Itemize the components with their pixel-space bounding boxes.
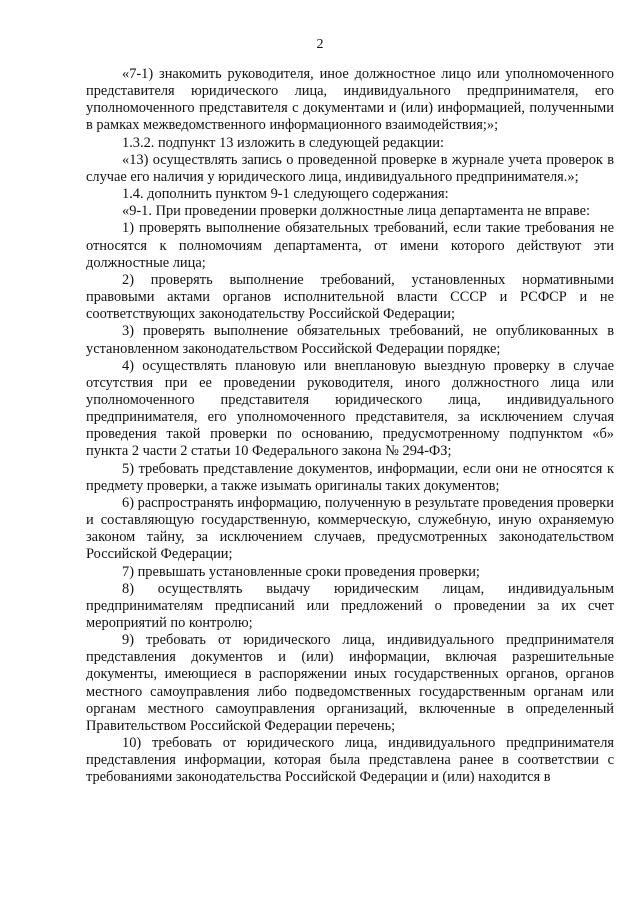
paragraph-1-4: 1.4. дополнить пунктом 9-1 следующего содержания:: [122, 186, 449, 203]
list-item-2: 2) проверять выполнение требований, установленных нормативными правовыми актами органов исполнительной власти СССР и РСФСР и не соответствующих законодательству Российской Федерации;: [86, 271, 614, 323]
list-item-3: 3) проверять выполнение обязательных требований, не опубликованных в установленном законодательством Российской Федерации порядке;: [86, 323, 614, 357]
list-item-4: 4) осуществлять плановую или внеплановую выездную проверку в случае отсутствия при ее проведении руководителя, иного должностного лица или уполномоченного представителя юридического лица, индивидуального предпринимателя, его уполномоченного представителя, за исключением случая проведения такой проверки по основанию, предусмотренному подпунктом «б» пункта 2 части 2 статьи 10 Федерального закона № 294-ФЗ;: [86, 357, 614, 460]
list-item-1: 1) проверять выполнение обязательных требований, если такие требования не относятся к полномочиям департамента, от имени которого действуют эти должностные лица;: [86, 220, 614, 271]
list-item-6: 6) распространять информацию, полученную в результате проведения проверки и составляющую государственную, коммерческую, служебную, иную охраняемую законом тайну, за исключением случаев, предусмотренных законодательством Российской Федерации;: [86, 494, 614, 563]
list-item-5: 5) требовать представление документов, информации, если они не относятся к предмету проверки, а также изымать оригиналы таких документов;: [86, 460, 614, 494]
list-item-9: 9) требовать от юридического лица, индивидуального предпринимателя представления документов и (или) информации, включая разрешительные документы, имеющиеся в распоряжении иных государственных органов, органов местного самоуправления либо подведомственных государственным органам или органам местного самоуправления организаций, включенные в определенный Правительством Российской Федерации перечень;: [86, 632, 614, 734]
paragraph-1-3-2: 1.3.2. подпункт 13 изложить в следующей редакции:: [122, 134, 444, 151]
list-item-10: 10) требовать от юридического лица, индивидуального предпринимателя представления информации, которая была представлена ранее в соответствии с требованиями законодательства Российской Федерации и (или) находится в: [86, 735, 614, 786]
list-item-7: 7) превышать установленные сроки проведения проверки;: [122, 563, 480, 580]
page-number: 2: [316, 37, 324, 52]
paragraph-13: «13) осуществлять запись о проведенной проверке в журнале учета проверок в случае его наличия у юридического лица, индивидуального предпринимателя.»;: [86, 151, 614, 185]
document-body: [86, 66, 614, 787]
list-item-8: 8) осуществлять выдачу юридическим лицам, индивидуальным предпринимателям предписаний или предложений о проведении за их счет мероприятий по контролю;: [86, 580, 614, 631]
paragraph-9-1: «9-1. При проведении проверки должностные лица департамента не вправе:: [122, 203, 591, 220]
paragraph-7-1: «7-1) знакомить руководителя, иное должностное лицо или уполномоченного представителя юридического лица, индивидуального предпринимателя, его уполномоченного представителя с документами и (или) информацией, полученными в рамках межведомственного информационного взаимодействия;»;: [86, 66, 614, 134]
